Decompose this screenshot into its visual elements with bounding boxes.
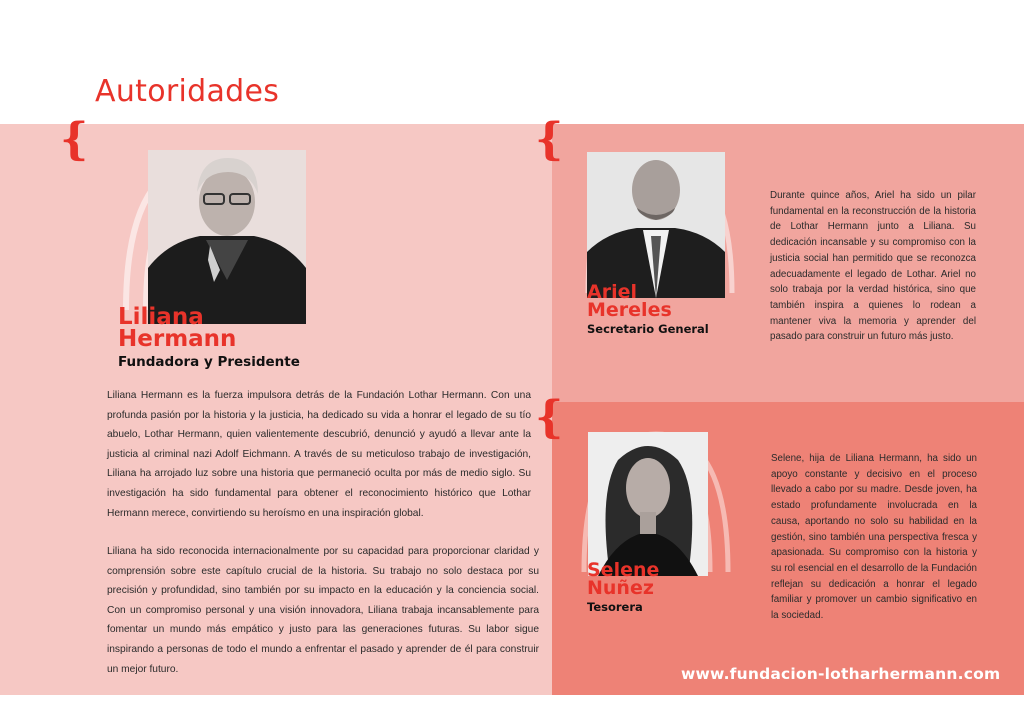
liliana-name-line2: Hermann — [118, 326, 237, 352]
brace-icon: { — [535, 114, 564, 165]
selene-name-line1: Selene — [587, 559, 660, 581]
liliana-bio-paragraph-1: Liliana Hermann es la fuerza impulsora detrás de la Fundación Lothar Hermann. Con una profunda pasión por la historia y la justicia, ha dedicado su vida a honrar el legado de su tío abuelo, Lothar Hermann, quien valientemente descubrió, denunció y ayudó a llevar ante la justicia al criminal nazi Adolf Eichmann. A través de su meticuloso trabajo de investigación, Liliana ha arrojado luz sobre una historia que permaneció oculta por más de medio siglo. Su investigación ha sido fundamental para obtener el reconocimiento histórico que Lothar Hermann merece, convirtiendo su heroísmo en una inspiración global. — [107, 390, 531, 519]
selene-role: Tesorera — [587, 600, 643, 614]
ariel-photo — [587, 152, 725, 298]
liliana-bio-paragraph-2: Liliana ha sido reconocida internacionalmente por su capacidad para proporcionar claridad y comprensión sobre este capítulo crucial de la historia. Su trabajo no solo destaca por su precisión y profundidad, sino también por su impacto en la educación y la conciencia social. Con un compromiso personal y una visión innovadora, Liliana trabaja incansablemente para fomentar un mundo más empático y justo para las generaciones futuras. Su labor sigue inspirando a personas de todo el mundo a enfrentar el pasado y aprender de él para construir un mejor futuro. — [107, 546, 539, 675]
brace-icon: { — [535, 392, 564, 443]
selene-photo — [588, 432, 708, 576]
ariel-role: Secretario General — [587, 322, 709, 336]
website-link[interactable]: www.fundacion-lotharhermann.com — [681, 665, 1001, 683]
ariel-bio: Durante quince años, Ariel ha sido un pilar fundamental en la reconstrucción de la historia de Lothar Hermann junto a Liliana. Su dedicación incansable y su compromiso con la justicia social han permitido que se reconozca adecuadamente el legado de Lothar. Ariel no solo trabaja por la verdad histórica, sino que también inspira a quienes lo rodean a mantener viva la memoria y aprender del pasado para construir un futuro más justo. — [770, 190, 976, 343]
ariel-name-line1: Ariel — [587, 281, 637, 303]
page-title: Autoridades — [95, 74, 280, 109]
liliana-role: Fundadora y Presidente — [118, 354, 300, 370]
selene-name-line2: Nuñez — [587, 577, 654, 599]
liliana-photo — [148, 150, 306, 324]
ariel-name-line2: Mereles — [587, 299, 672, 321]
selene-bio: Selene, hija de Liliana Hermann, ha sido un apoyo constante y decisivo en el proceso llevado a cabo por su madre. Desde joven, ha estado profundamente involucrada en la causa, aportando no solo su habilidad en la gestión, sino también una perspectiva fresca y apasionada. Su compromiso con la historia y su rol esencial en el desarrollo de la Fundación reflejan su dedicación a honrar el legado familiar y promover un cambio significativo en la sociedad. — [771, 453, 977, 622]
brace-icon: { — [60, 114, 89, 165]
liliana-name-line1: Liliana — [118, 304, 204, 330]
